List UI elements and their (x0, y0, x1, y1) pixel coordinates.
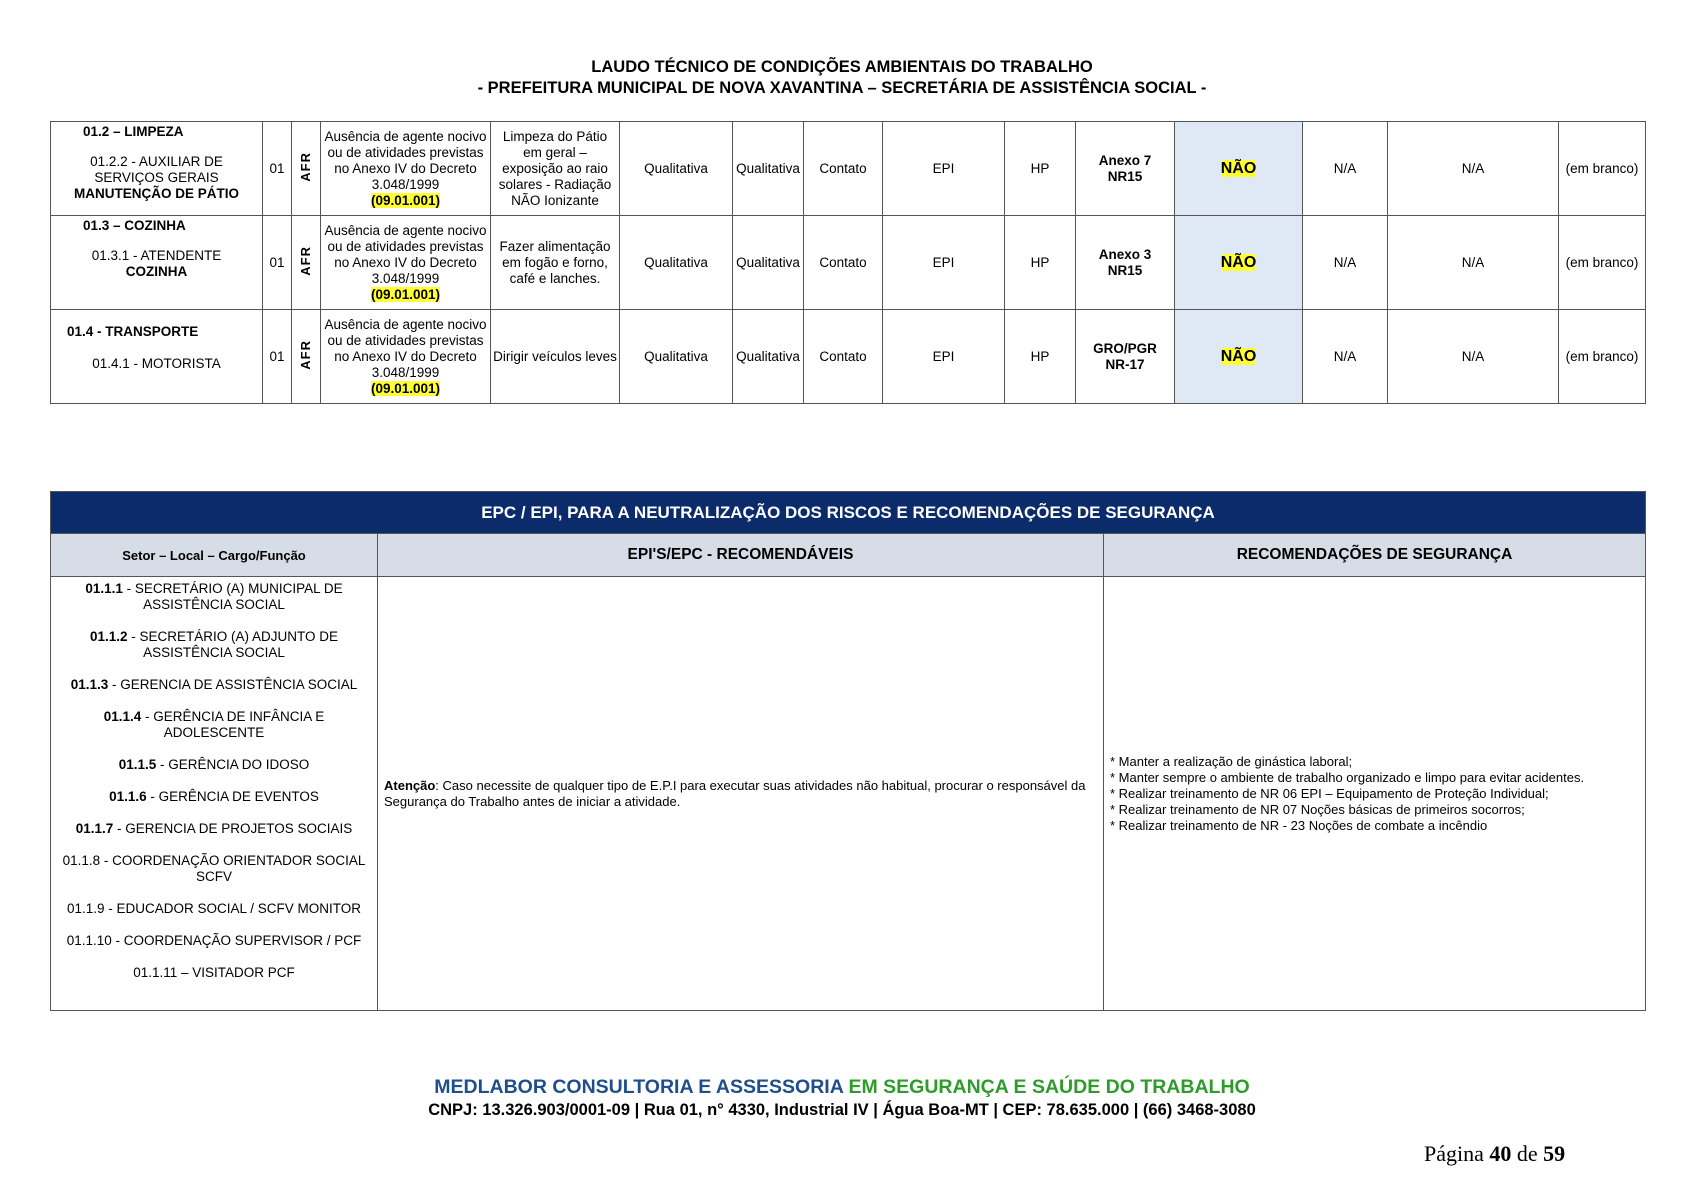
recomendacoes-cell (1104, 577, 1646, 1011)
cargo-name: - SECRETÁRIO (A) MUNICIPAL DE ASSISTÊNCIA SOCIAL (122, 581, 343, 612)
risk-table (50, 121, 1646, 404)
cargo-item (57, 757, 371, 773)
nao-cell (1175, 310, 1303, 404)
codigo-badge: (09.01.001) (370, 192, 441, 208)
cargo-name: - SECRETÁRIO (A) ADJUNTO DE ASSISTÊNCIA SOCIAL (127, 629, 339, 660)
na-cell-2: N/A (1388, 122, 1559, 216)
obs-cell: (em branco) (1559, 216, 1646, 310)
cargo-name: – VISITADOR PCF (177, 965, 295, 980)
avaliacao-cell: Qualitativa (620, 310, 733, 404)
page-number (1424, 1141, 1565, 1167)
footer-company-tagline: EM SEGURANÇA E SAÚDE DO TRABALHO (848, 1076, 1250, 1098)
cargo-item (57, 629, 371, 661)
norma-line1: GRO/PGR (1093, 340, 1157, 356)
meio-cell: Contato (804, 122, 883, 216)
header-subtitle: - PREFEITURA MUNICIPAL DE NOVA XAVANTINA – SECRETÁRIA DE ASSISTÊNCIA SOCIAL - (477, 79, 1207, 97)
obs-cell: (em branco) (1559, 122, 1646, 216)
setor-cell (51, 216, 263, 310)
cargo-line: 01.2.2 - AUXILIAR DE (90, 154, 223, 169)
cargo-code: 01.1.11 (133, 965, 178, 980)
page-prefix: Página (1424, 1141, 1490, 1166)
norma-line1: Anexo 3 (1098, 246, 1152, 262)
hp-cell: HP (1005, 122, 1076, 216)
atencao-text: : Caso necessite de qualquer tipo de E.P.I para executar suas atividades não habitual, procurar o responsável da Segurança do Trabalho antes de iniciar a atividade. (384, 777, 1086, 809)
page-current: 40 (1489, 1141, 1512, 1166)
cargo-code: 01.1.10 (66, 933, 112, 948)
risk-type-cell (292, 122, 321, 216)
risk-type-label: AFR (298, 151, 313, 182)
nao-badge: NÃO (1220, 347, 1257, 365)
qtd-cell: 01 (263, 122, 292, 216)
setor-title: 01.4 - TRANSPORTE (67, 324, 199, 339)
cargo-code: 01.1.9 (66, 901, 105, 916)
cargo-code: 01.1.6 (109, 789, 147, 804)
agente-text: Ausência de agente nocivo ou de atividades previstas no Anexo IV do Decreto 3.048/1999 (324, 128, 487, 192)
cargo-code: 01.1.7 (75, 821, 114, 836)
cargo-code: 01.1.2 (89, 629, 128, 644)
norma-line2: NR-17 (1105, 356, 1145, 372)
hp-cell: HP (1005, 216, 1076, 310)
codigo-badge: (09.01.001) (370, 380, 441, 396)
norma-cell (1076, 310, 1175, 404)
page-mid: de (1511, 1141, 1544, 1166)
recomendacao-item: * Realizar treinamento de NR 06 EPI – Equipamento de Proteção Individual; (1110, 785, 1549, 801)
nao-cell (1175, 122, 1303, 216)
obs-cell: (em branco) (1559, 310, 1646, 404)
meio-cell: Contato (804, 216, 883, 310)
na-cell-1: N/A (1303, 122, 1388, 216)
cargo-name: - GERÊNCIA DO IDOSO (156, 757, 310, 772)
na-cell-1: N/A (1303, 216, 1388, 310)
agente-cell (321, 310, 491, 404)
risk-row (51, 216, 1646, 310)
cargo-item (57, 677, 371, 693)
cargo-line: SERVIÇOS GERAIS (94, 170, 219, 185)
footer-address: CNPJ: 13.326.903/0001-09 | Rua 01, n° 4330, Industrial IV | Água Boa-MT | CEP: 78.635.000 | (66) 3468-3080 (428, 1101, 1256, 1119)
epi-cell (378, 577, 1104, 1011)
cargo-code: 01.1.8 (62, 853, 101, 868)
col-header-setor: Setor – Local – Cargo/Função (51, 534, 378, 577)
cargo-bold: MANUTENÇÃO DE PÁTIO (74, 186, 239, 201)
risk-row (51, 122, 1646, 216)
setor-title: 01.3 – COZINHA (83, 218, 186, 233)
norma-cell (1076, 122, 1175, 216)
cargo-name: - GERENCIA DE PROJETOS SOCIAIS (113, 821, 353, 836)
nao-cell (1175, 216, 1303, 310)
hp-cell: HP (1005, 310, 1076, 404)
recomendacao-item: * Manter a realização de ginástica laboral; (1110, 753, 1353, 769)
cargo-code: 01.1.5 (118, 757, 157, 772)
norma-cell (1076, 216, 1175, 310)
cargo-list (51, 577, 378, 1011)
recomendacao-item: * Realizar treinamento de NR - 23 Noções de combate a incêndio (1110, 817, 1488, 833)
nao-badge: NÃO (1220, 159, 1257, 177)
cargo-name: - GERÊNCIA DE EVENTOS (146, 789, 319, 804)
document-header (0, 57, 1684, 99)
agente-text: Ausência de agente nocivo ou de atividades previstas no Anexo IV do Decreto 3.048/1999 (324, 316, 487, 380)
risk-type-label: AFR (298, 245, 313, 276)
na-cell-2: N/A (1388, 216, 1559, 310)
avaliacao2-cell: Qualitativa (733, 216, 804, 310)
agente-cell (321, 122, 491, 216)
cargo-item (57, 789, 371, 805)
setor-title: 01.2 – LIMPEZA (83, 124, 184, 139)
col-header-epi: EPI'S/EPC - RECOMENDÁVEIS (378, 534, 1104, 577)
cargo-item (57, 709, 371, 741)
atencao-label: Atenção (384, 777, 436, 793)
nao-badge: NÃO (1220, 253, 1257, 271)
norma-line2: NR15 (1107, 168, 1143, 184)
cargo-item (57, 821, 371, 837)
na-cell-1: N/A (1303, 310, 1388, 404)
page-total: 59 (1543, 1141, 1566, 1166)
setor-cell (51, 310, 263, 404)
norma-line1: Anexo 7 (1098, 152, 1152, 168)
cargo-item (57, 581, 371, 613)
agente-cell (321, 216, 491, 310)
cargo-name: - COORDENAÇÃO ORIENTADOR SOCIAL SCFV (100, 853, 366, 884)
col-header-recomendacoes: RECOMENDAÇÕES DE SEGURANÇA (1104, 534, 1646, 577)
avaliacao-cell: Qualitativa (620, 122, 733, 216)
avaliacao2-cell: Qualitativa (733, 122, 804, 216)
agente-text: Ausência de agente nocivo ou de atividades previstas no Anexo IV do Decreto 3.048/1999 (324, 222, 487, 286)
norma-line2: NR15 (1107, 262, 1143, 278)
footer-company (0, 1076, 1684, 1099)
epi-type-cell: EPI (883, 216, 1005, 310)
cargo-item (57, 853, 371, 885)
epc-title: EPC / EPI, PARA A NEUTRALIZAÇÃO DOS RISCOS E RECOMENDAÇÕES DE SEGURANÇA (51, 492, 1646, 534)
header-title: LAUDO TÉCNICO DE CONDIÇÕES AMBIENTAIS DO TRABALHO (591, 58, 1093, 76)
epi-type-cell: EPI (883, 310, 1005, 404)
fonte-cell: Fazer alimentação em fogão e forno, café e lanches. (491, 216, 620, 310)
avaliacao-cell: Qualitativa (620, 216, 733, 310)
cargo-item (57, 933, 371, 949)
recomendacao-item: * Manter sempre o ambiente de trabalho organizado e limpo para evitar acidentes. (1110, 769, 1585, 785)
epi-type-cell: EPI (883, 122, 1005, 216)
risk-type-label: AFR (298, 339, 313, 370)
meio-cell: Contato (804, 310, 883, 404)
risk-row (51, 310, 1646, 404)
fonte-cell: Dirigir veículos leves (491, 310, 620, 404)
cargo-item (57, 901, 371, 917)
qtd-cell: 01 (263, 310, 292, 404)
cargo-line: 01.4.1 - MOTORISTA (92, 356, 221, 371)
qtd-cell: 01 (263, 216, 292, 310)
cargo-line: 01.3.1 - ATENDENTE (91, 248, 222, 263)
cargo-name: - EDUCADOR SOCIAL / SCFV MONITOR (104, 901, 362, 916)
epc-table (50, 491, 1646, 1011)
risk-type-cell (292, 216, 321, 310)
cargo-item (57, 965, 371, 981)
cargo-name: - COORDENAÇÃO SUPERVISOR / PCF (111, 933, 362, 948)
cargo-code: 01.1.4 (103, 709, 142, 724)
cargo-code: 01.1.3 (70, 677, 109, 692)
cargo-code: 01.1.1 (85, 581, 123, 596)
fonte-cell: Limpeza do Pátio em geral – exposição ao raio solares - Radiação NÃO Ionizante (491, 122, 620, 216)
cargo-name: - GERÊNCIA DE INFÂNCIA E ADOLESCENTE (141, 709, 325, 740)
cargo-name: - GERENCIA DE ASSISTÊNCIA SOCIAL (108, 677, 358, 692)
footer-company-name: MEDLABOR CONSULTORIA E ASSESSORIA (434, 1076, 849, 1098)
risk-type-cell (292, 310, 321, 404)
recomendacao-item: * Realizar treinamento de NR 07 Noções básicas de primeiros socorros; (1110, 801, 1525, 817)
avaliacao2-cell: Qualitativa (733, 310, 804, 404)
na-cell-2: N/A (1388, 310, 1559, 404)
cargo-bold: COZINHA (125, 264, 188, 279)
setor-cell (51, 122, 263, 216)
codigo-badge: (09.01.001) (370, 286, 441, 302)
